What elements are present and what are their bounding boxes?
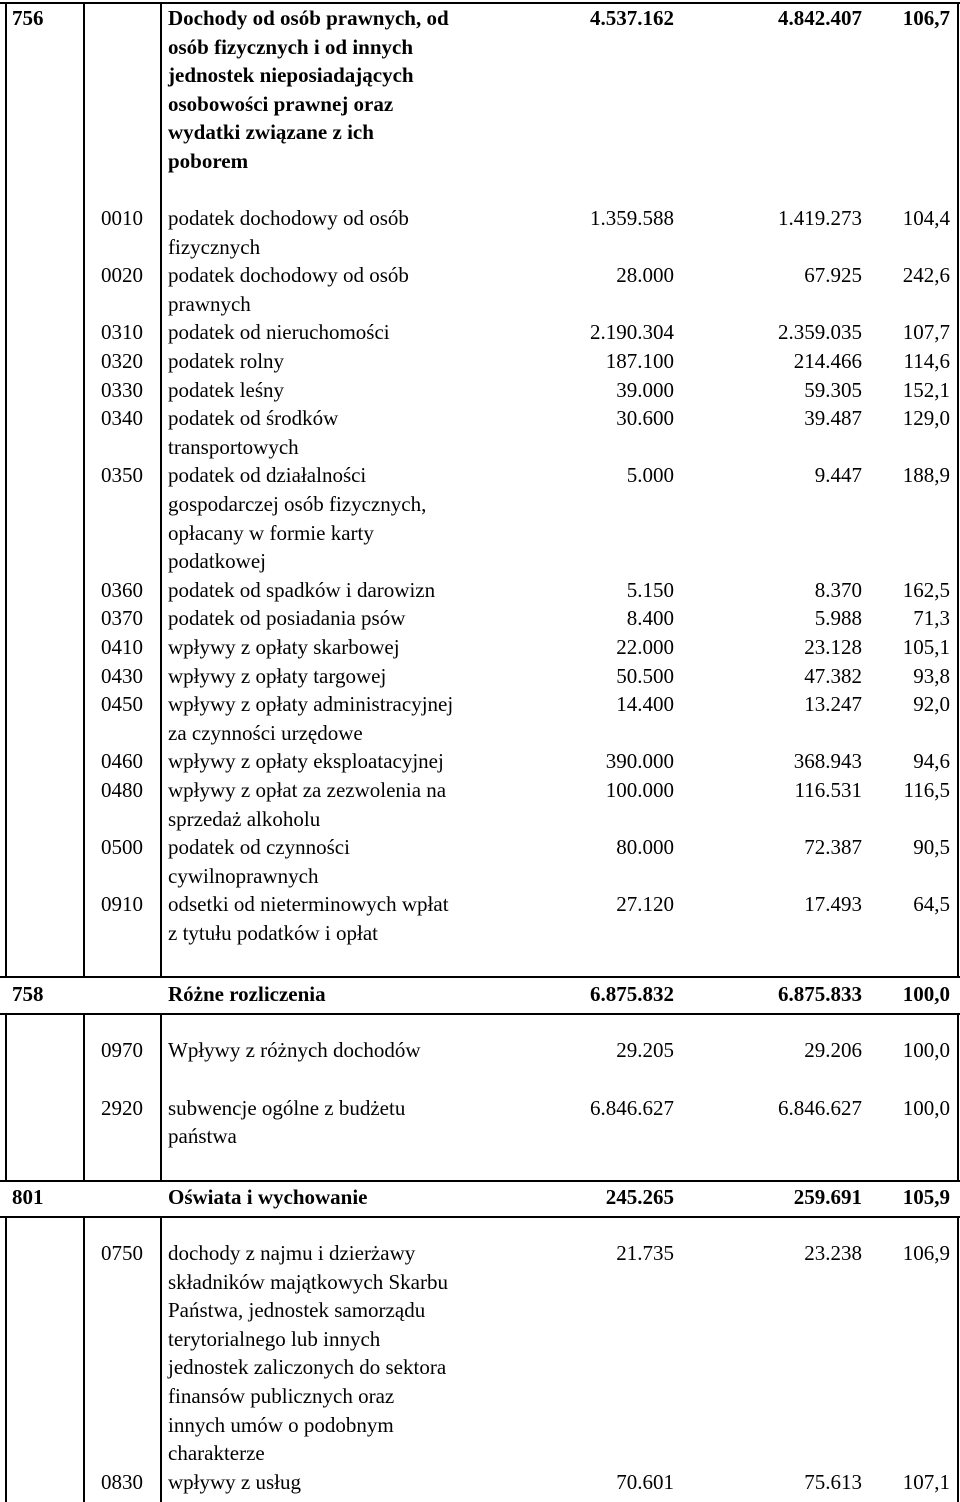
item-plan-value: 30.600 bbox=[616, 406, 674, 431]
item-plan-value: 187.100 bbox=[605, 349, 674, 373]
item-code: 0750 bbox=[101, 1241, 143, 1265]
item-description: wpływy z opłat za zezwolenia na bbox=[168, 778, 447, 802]
column-rule bbox=[957, 2, 959, 976]
item-pct-value: 100,0 bbox=[902, 1038, 950, 1062]
item-code: 0020 bbox=[101, 263, 143, 288]
item-pct-value: 116,5 bbox=[903, 778, 950, 802]
item-description: podatek od posiadania psów bbox=[168, 606, 406, 631]
item-pct-value: 100,0 bbox=[902, 1095, 950, 1120]
item-description: podatek dochodowy od osób bbox=[168, 263, 409, 288]
table-rule bbox=[0, 1216, 960, 1218]
item-description: opłacany w formie karty bbox=[168, 520, 374, 545]
table-rule bbox=[0, 1180, 960, 1182]
item-pct-value: 152,1 bbox=[902, 377, 950, 402]
item-code: 0910 bbox=[101, 892, 143, 917]
item-description: podatek rolny bbox=[168, 349, 285, 373]
item-plan-value: 5.150 bbox=[626, 577, 674, 602]
item-pct-value: 90,5 bbox=[913, 835, 950, 860]
item-exec-value: 72.387 bbox=[804, 835, 862, 860]
column-rule bbox=[957, 1216, 959, 1502]
item-description: podatkowej bbox=[168, 549, 266, 574]
item-code: 0970 bbox=[101, 1038, 143, 1062]
item-description: wpływy z opłaty skarbowej bbox=[168, 635, 400, 659]
item-description: prawnych bbox=[168, 291, 251, 316]
item-plan-value: 1.359.588 bbox=[590, 206, 674, 230]
column-rule bbox=[5, 2, 7, 976]
item-pct-value: 114,6 bbox=[903, 349, 950, 373]
section-title: Różne rozliczenia bbox=[168, 982, 326, 1006]
item-pct-value: 105,1 bbox=[902, 635, 950, 659]
section-exec-value: 4.842.407 bbox=[778, 6, 862, 30]
item-description: podatek od działalności bbox=[168, 463, 367, 488]
item-exec-value: 1.419.273 bbox=[778, 206, 862, 230]
item-description: podatek od nieruchomości bbox=[168, 320, 390, 345]
section-code: 758 bbox=[12, 982, 44, 1006]
item-plan-value: 28.000 bbox=[616, 263, 674, 288]
item-code: 0370 bbox=[101, 606, 143, 631]
item-exec-value: 75.613 bbox=[804, 1469, 862, 1494]
item-code: 0430 bbox=[101, 663, 143, 688]
section-title: osobowości prawnej oraz bbox=[168, 91, 394, 116]
column-rule bbox=[5, 1216, 7, 1502]
section-code: 756 bbox=[12, 6, 44, 30]
item-description: wpływy z opłaty targowej bbox=[168, 663, 387, 688]
item-code: 0330 bbox=[101, 377, 143, 402]
section-title: jednostek nieposiadających bbox=[168, 63, 414, 88]
item-plan-value: 390.000 bbox=[605, 749, 674, 774]
section-code: 801 bbox=[12, 1185, 44, 1209]
item-pct-value: 94,6 bbox=[913, 749, 950, 774]
item-exec-value: 5.988 bbox=[814, 606, 862, 631]
section-title: poborem bbox=[168, 149, 249, 173]
item-pct-value: 106,9 bbox=[902, 1241, 950, 1265]
item-description: z tytułu podatków i opłat bbox=[168, 921, 378, 945]
item-plan-value: 27.120 bbox=[616, 892, 674, 917]
item-exec-value: 23.128 bbox=[804, 635, 862, 659]
item-description: odsetki od nieterminowych wpłat bbox=[168, 892, 449, 917]
item-description: gospodarczej osób fizycznych, bbox=[168, 492, 427, 516]
item-pct-value: 242,6 bbox=[902, 263, 950, 288]
item-exec-value: 23.238 bbox=[804, 1241, 862, 1265]
section-exec-value: 6.875.833 bbox=[778, 982, 862, 1006]
section-plan-value: 245.265 bbox=[605, 1185, 674, 1209]
item-description: innych umów o podobnym bbox=[168, 1412, 394, 1437]
item-pct-value: 129,0 bbox=[902, 406, 950, 431]
item-plan-value: 50.500 bbox=[616, 663, 674, 688]
item-description: wpływy z opłaty eksploatacyjnej bbox=[168, 749, 444, 774]
item-code: 0360 bbox=[101, 577, 143, 602]
item-code: 0460 bbox=[101, 749, 143, 774]
item-description: finansów publicznych oraz bbox=[168, 1384, 395, 1408]
item-code: 0410 bbox=[101, 635, 143, 659]
item-plan-value: 39.000 bbox=[616, 377, 674, 402]
item-description: Państwa, jednostek samorządu bbox=[168, 1298, 426, 1323]
item-plan-value: 5.000 bbox=[626, 463, 674, 488]
item-plan-value: 29.205 bbox=[616, 1038, 674, 1062]
item-description: terytorialnego lub innych bbox=[168, 1326, 381, 1351]
item-exec-value: 39.487 bbox=[804, 406, 862, 431]
item-code: 0350 bbox=[101, 463, 143, 488]
section-pct-value: 100,0 bbox=[902, 982, 950, 1006]
section-title: osób fizycznych i od innych bbox=[168, 34, 414, 59]
item-pct-value: 93,8 bbox=[913, 663, 950, 688]
item-description: podatek od środków bbox=[168, 406, 339, 431]
item-description: podatek dochodowy od osób bbox=[168, 206, 409, 230]
item-description: cywilnoprawnych bbox=[168, 863, 319, 888]
column-rule bbox=[957, 1013, 959, 1180]
item-plan-value: 80.000 bbox=[616, 835, 674, 860]
item-description: dochody z najmu i dzierżawy bbox=[168, 1241, 416, 1265]
item-description: charakterze bbox=[168, 1441, 265, 1466]
item-code: 0450 bbox=[101, 692, 143, 717]
item-pct-value: 71,3 bbox=[913, 606, 950, 631]
item-exec-value: 47.382 bbox=[804, 663, 862, 688]
item-plan-value: 70.601 bbox=[616, 1469, 674, 1494]
item-plan-value: 2.190.304 bbox=[590, 320, 674, 345]
item-exec-value: 6.846.627 bbox=[778, 1095, 862, 1120]
item-exec-value: 368.943 bbox=[793, 749, 862, 774]
item-description: Wpływy z różnych dochodów bbox=[168, 1038, 421, 1062]
section-exec-value: 259.691 bbox=[793, 1185, 862, 1209]
column-rule bbox=[83, 1013, 85, 1180]
item-code: 0830 bbox=[101, 1469, 143, 1494]
item-pct-value: 107,7 bbox=[902, 320, 950, 345]
item-description: jednostek zaliczonych do sektora bbox=[168, 1355, 447, 1380]
item-pct-value: 188,9 bbox=[902, 463, 950, 488]
item-description: fizycznych bbox=[168, 234, 261, 259]
item-description: subwencje ogólne z budżetu bbox=[168, 1095, 406, 1120]
item-code: 0480 bbox=[101, 778, 143, 802]
table-rule bbox=[0, 976, 960, 978]
item-plan-value: 22.000 bbox=[616, 635, 674, 659]
item-pct-value: 107,1 bbox=[902, 1469, 950, 1494]
item-pct-value: 64,5 bbox=[913, 892, 950, 917]
item-description: składników majątkowych Skarbu bbox=[168, 1269, 448, 1294]
item-code: 0500 bbox=[101, 835, 143, 860]
column-rule bbox=[83, 1216, 85, 1502]
item-description: podatek leśny bbox=[168, 377, 285, 402]
item-exec-value: 2.359.035 bbox=[778, 320, 862, 345]
item-exec-value: 59.305 bbox=[804, 377, 862, 402]
item-code: 0340 bbox=[101, 406, 143, 431]
item-description: państwa bbox=[168, 1124, 237, 1149]
item-plan-value: 14.400 bbox=[616, 692, 674, 717]
item-pct-value: 104,4 bbox=[902, 206, 950, 230]
table-rule bbox=[0, 1013, 960, 1015]
section-title: Dochody od osób prawnych, od bbox=[168, 6, 449, 30]
item-exec-value: 17.493 bbox=[804, 892, 862, 917]
column-rule bbox=[160, 1216, 162, 1502]
column-rule bbox=[160, 2, 162, 976]
item-code: 2920 bbox=[101, 1095, 143, 1120]
column-rule bbox=[5, 1013, 7, 1180]
item-plan-value: 21.735 bbox=[616, 1241, 674, 1265]
item-description: wpływy z usług bbox=[168, 1469, 301, 1494]
section-plan-value: 4.537.162 bbox=[590, 6, 674, 30]
column-rule bbox=[83, 2, 85, 976]
item-description: sprzedaż alkoholu bbox=[168, 806, 321, 831]
item-exec-value: 8.370 bbox=[814, 577, 862, 602]
item-pct-value: 162,5 bbox=[902, 577, 950, 602]
item-plan-value: 100.000 bbox=[605, 778, 674, 802]
item-description: za czynności urzędowe bbox=[168, 720, 363, 745]
section-pct-value: 106,7 bbox=[902, 6, 950, 30]
item-code: 0310 bbox=[101, 320, 143, 345]
item-code: 0320 bbox=[101, 349, 143, 373]
item-code: 0010 bbox=[101, 206, 143, 230]
item-description: podatek od spadków i darowizn bbox=[168, 577, 436, 602]
item-pct-value: 92,0 bbox=[913, 692, 950, 717]
item-exec-value: 9.447 bbox=[814, 463, 862, 488]
item-exec-value: 29.206 bbox=[804, 1038, 862, 1062]
column-rule bbox=[160, 1013, 162, 1180]
section-pct-value: 105,9 bbox=[902, 1185, 950, 1209]
item-plan-value: 8.400 bbox=[626, 606, 674, 631]
section-title: wydatki związane z ich bbox=[168, 120, 374, 145]
item-plan-value: 6.846.627 bbox=[590, 1095, 674, 1120]
item-exec-value: 116.531 bbox=[794, 778, 862, 802]
item-description: transportowych bbox=[168, 434, 299, 459]
item-exec-value: 13.247 bbox=[804, 692, 862, 717]
section-plan-value: 6.875.832 bbox=[590, 982, 674, 1006]
item-exec-value: 214.466 bbox=[793, 349, 862, 373]
item-description: podatek od czynności bbox=[168, 835, 350, 860]
section-title: Oświata i wychowanie bbox=[168, 1185, 368, 1209]
item-exec-value: 67.925 bbox=[804, 263, 862, 288]
item-description: wpływy z opłaty administracyjnej bbox=[168, 692, 454, 717]
